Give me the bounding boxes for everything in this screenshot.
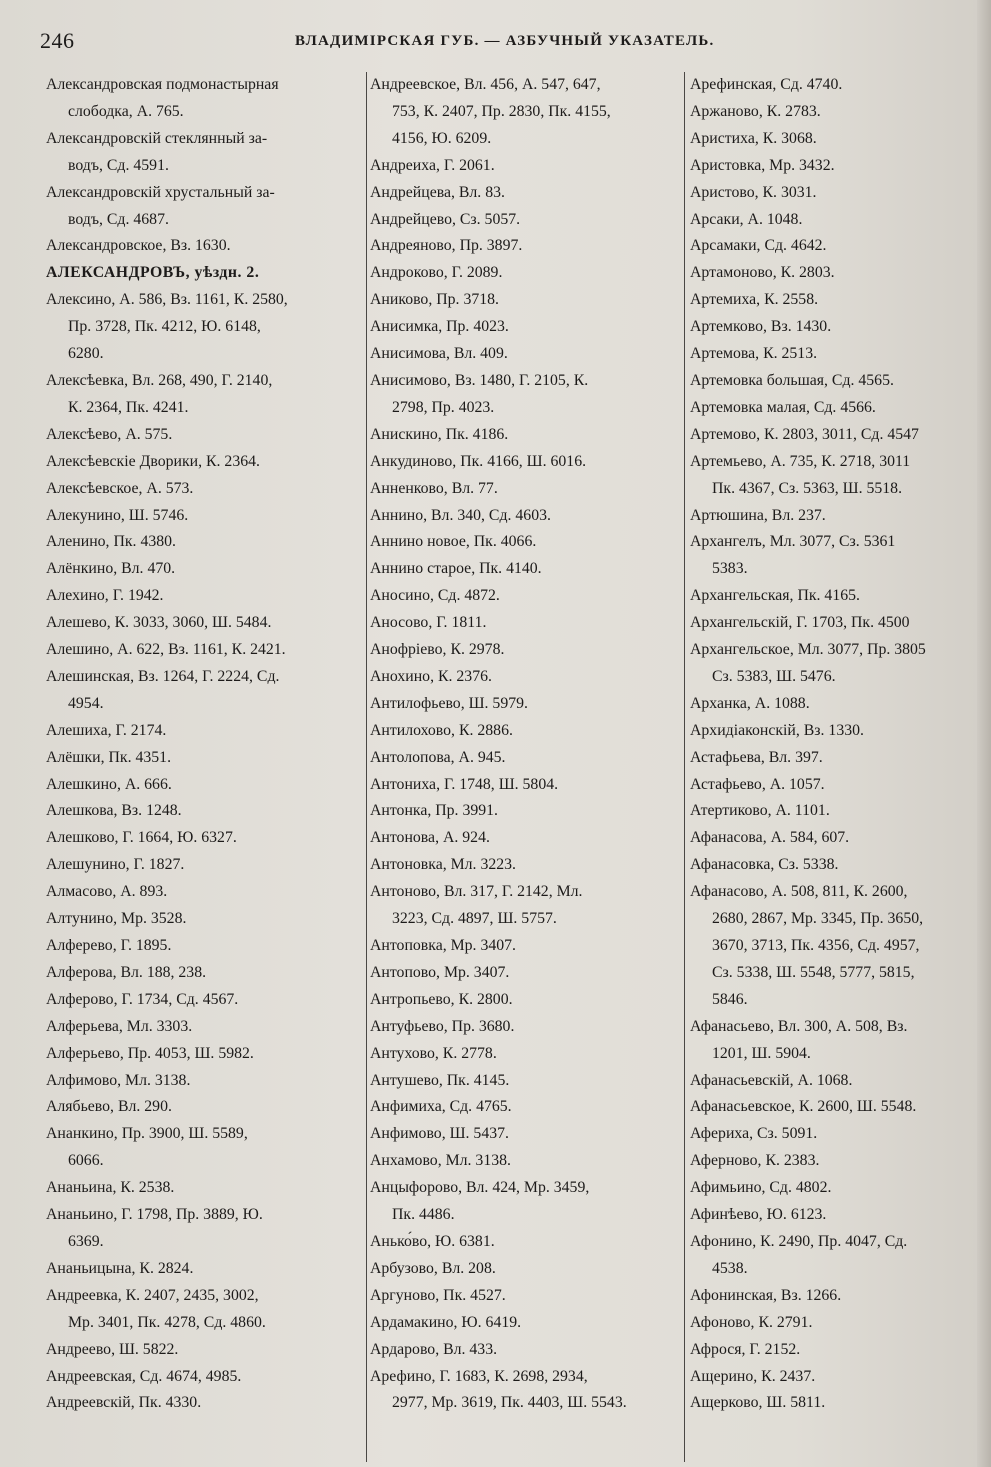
index-entry: 3223, Сд. 4897, Ш. 5757.: [392, 910, 557, 928]
index-entry: 4538.: [712, 1259, 748, 1277]
index-entry: Ардарово, Вл. 433.: [370, 1340, 498, 1358]
index-entry: Арефино, Г. 1683, К. 2698, 2934,: [370, 1367, 588, 1385]
index-entry: 2977, Мр. 3619, Пк. 4403, Ш. 5543.: [392, 1394, 627, 1412]
index-entry: Антонова, А. 924.: [370, 829, 490, 847]
index-entry: Александровская подмонастырная: [46, 76, 279, 93]
index-entry: Арханка, А. 1088.: [690, 694, 810, 712]
index-entry: Афернoво, К. 2383.: [690, 1152, 820, 1170]
index-entry: Антоново, Вл. 317, Г. 2142, Мл.: [370, 883, 583, 901]
column-divider: [684, 72, 685, 1462]
index-entry: Антилофьево, Ш. 5979.: [370, 694, 528, 712]
index-entry: Алешково, Г. 1664, Ю. 6327.: [46, 829, 237, 847]
index-column-1: [46, 72, 366, 1417]
index-entry: Андрейцево, Сз. 5057.: [370, 210, 521, 228]
page-header: [40, 24, 960, 58]
index-entry: Артемьево, А. 735, К. 2718, 3011: [690, 452, 911, 470]
index-entry: Алябьево, Вл. 290.: [46, 1098, 172, 1116]
index-entry: К. 2364, Пк. 4241.: [68, 398, 189, 416]
index-entry: Аннино новое, Пк. 4066.: [370, 533, 537, 551]
index-entry: Анцыфорово, Вл. 424, Мр. 3459,: [370, 1179, 590, 1197]
index-entry: Алешкова, Вз. 1248.: [46, 802, 182, 820]
index-entry: Алекунино, Ш. 5746.: [46, 506, 189, 524]
index-entry: Антушево, Пк. 4145.: [370, 1071, 510, 1089]
page-number: 246: [40, 28, 75, 53]
index-entry: Андреевское, Вл. 456, А. 547, 647,: [370, 76, 601, 93]
index-entry: Архангельскій, Г. 1703, Пк. 4500: [690, 614, 910, 632]
index-entry: Афинѣево, Ю. 6123.: [690, 1206, 827, 1224]
index-entry: Афанасовка, Сз. 5338.: [690, 856, 839, 874]
index-entry: Астафьево, А. 1057.: [690, 775, 825, 793]
index-entry: Аристиха, К. 3068.: [690, 129, 817, 147]
index-entry: Афонинская, Вз. 1266.: [690, 1286, 842, 1304]
index-entry: Атертиково, А. 1101.: [690, 802, 830, 820]
index-entry: 4954.: [68, 694, 104, 712]
index-entry: 2798, Пр. 4023.: [392, 398, 495, 416]
index-entry: Антилохово, К. 2886.: [370, 721, 513, 739]
index-entry: Алешиха, Г. 2174.: [46, 721, 167, 739]
index-entry: Алферево, Г. 1895.: [46, 937, 172, 954]
index-entry: Алферьево, Пр. 4053, Ш. 5982.: [46, 1044, 254, 1062]
index-entry: Афанасьевскій, А. 1068.: [690, 1071, 853, 1089]
index-entry: 4156, Ю. 6209.: [392, 129, 492, 147]
index-entry: Аниково, Пр. 3718.: [370, 291, 499, 309]
index-entry: Алферово, Г. 1734, Сд. 4567.: [46, 990, 239, 1008]
index-entry: Ананьина, К. 2538.: [46, 1179, 175, 1197]
running-head: ВЛАДИМІРСКАЯ ГУБ. — АЗБУЧНЫЙ УКАЗАТЕЛЬ.: [295, 33, 715, 49]
index-entry: Артемиха, К. 2558.: [690, 291, 819, 309]
index-entry: Аносово, Г. 1811.: [370, 614, 487, 632]
index-entry: 6280.: [68, 345, 104, 363]
index-entry: Аристово, К. 3031.: [690, 183, 817, 201]
index-entry: Алешунино, Г. 1827.: [46, 856, 185, 874]
index-entry: Сз. 5338, Ш. 5548, 5777, 5815,: [712, 963, 915, 981]
index-entry: Антонка, Пр. 3991.: [370, 802, 499, 820]
index-entry: Артемовка малая, Сд. 4566.: [690, 398, 876, 416]
index-entry: Афериха, Сз. 5091.: [690, 1125, 818, 1143]
index-entry: 6066.: [68, 1152, 104, 1170]
index-entry: Ардамакино, Ю. 6419.: [370, 1313, 522, 1331]
index-entry: Анфимиха, Сд. 4765.: [370, 1098, 512, 1116]
index-entry: Антолопова, А. 945.: [370, 748, 506, 766]
index-entry: Анискино, Пк. 4186.: [370, 425, 509, 443]
index-entry: 3670, 3713, Пк. 4356, Сд. 4957,: [712, 937, 920, 954]
index-entry: Артемовка большая, Сд. 4565.: [690, 371, 894, 389]
index-entry: 753, К. 2407, Пр. 2830, Пк. 4155,: [392, 102, 611, 120]
index-entry: Ащерково, Ш. 5811.: [690, 1394, 826, 1412]
index-entry: Архангельская, Пк. 4165.: [690, 587, 860, 605]
index-entry: Артемово, К. 2803, 3011, Сд. 4547: [690, 425, 919, 443]
index-entry: Антопово, Мр. 3407.: [370, 963, 510, 981]
index-entry: Александровское, Вз. 1630.: [46, 237, 231, 255]
page-edge: [977, 0, 991, 1467]
index-entry: Андреиха, Г. 2061.: [370, 156, 495, 174]
index-entry: АЛЕКСАНДРОВЪ, уѣздн. 2.: [46, 264, 260, 282]
index-entry: Афоново, К. 2791.: [690, 1313, 813, 1331]
index-entry: Артемково, Вз. 1430.: [690, 318, 832, 336]
index-entry: 5846.: [712, 990, 748, 1008]
index-entry: слободка, А. 765.: [68, 102, 184, 120]
index-entry: Аржаново, К. 2783.: [690, 102, 821, 120]
index-entry: Ананкино, Пр. 3900, Ш. 5589,: [46, 1125, 248, 1143]
index-entry: Антоповка, Мр. 3407.: [370, 937, 516, 954]
index-entry: Анохино, К. 2376.: [370, 667, 492, 685]
index-entry: Алфимово, Мл. 3138.: [46, 1071, 191, 1089]
index-entry: Алёшки, Пк. 4351.: [46, 748, 172, 766]
index-entry: 2680, 2867, Мр. 3345, Пр. 3650,: [712, 910, 924, 928]
index-entry: Ананьино, Г. 1798, Пр. 3889, Ю.: [46, 1206, 263, 1224]
index-entry: Афрося, Г. 2152.: [690, 1340, 801, 1358]
index-entry: Александровскій стеклянный за-: [46, 129, 268, 147]
index-entry: Антуфьево, Пр. 3680.: [370, 1017, 515, 1035]
index-entry: Антухово, К. 2778.: [370, 1044, 497, 1062]
index-entry: 5383.: [712, 560, 748, 578]
index-entry: Андреевка, К. 2407, 2435, 3002,: [46, 1286, 259, 1304]
index-entry: Афанасова, А. 584, 607.: [690, 829, 850, 847]
index-entry: Афанасьево, Вл. 300, А. 508, Вз.: [690, 1017, 908, 1035]
index-entry: Анько́во, Ю. 6381.: [370, 1232, 495, 1250]
index-entry: Анофріево, К. 2978.: [370, 641, 505, 659]
index-entry: Арбузово, Вл. 208.: [370, 1259, 496, 1277]
index-entry: Аристовка, Мр. 3432.: [690, 156, 835, 174]
index-entry: Артамоново, К. 2803.: [690, 264, 835, 282]
index-entry: Арсаки, А. 1048.: [690, 210, 803, 228]
index-entry: Алексѣевское, А. 573.: [46, 479, 194, 497]
index-entry: Афонино, К. 2490, Пр. 4047, Сд.: [690, 1232, 908, 1250]
index-entry: Арефинская, Сд. 4740.: [690, 76, 843, 93]
index-entry: Алешино, А. 622, Вз. 1161, К. 2421.: [46, 641, 286, 659]
index-entry: 6369.: [68, 1232, 104, 1250]
index-entry: Андроково, Г. 2089.: [370, 264, 503, 282]
index-entry: Архангелъ, Мл. 3077, Сз. 5361: [690, 533, 896, 551]
index-entry: Астафьева, Вл. 397.: [690, 748, 823, 766]
index-entry: Анкудиново, Пк. 4166, Ш. 6016.: [370, 452, 587, 470]
index-entry: Алешево, К. 3033, 3060, Ш. 5484.: [46, 614, 272, 632]
index-entry: Алмасово, А. 893.: [46, 883, 168, 901]
index-entry: Пк. 4486.: [392, 1206, 455, 1224]
index-entry: Алексино, А. 586, Вз. 1161, К. 2580,: [46, 291, 288, 309]
index-entry: Андреевскій, Пк. 4330.: [46, 1394, 202, 1412]
index-entry: Артемова, К. 2513.: [690, 345, 818, 363]
index-entry: Архангельское, Мл. 3077, Пр. 3805: [690, 641, 926, 659]
index-entry: Антониха, Г. 1748, Ш. 5804.: [370, 775, 559, 793]
index-entry: Аргуново, Пк. 4527.: [370, 1286, 506, 1304]
index-entry: Архидіаконскій, Вз. 1330.: [690, 721, 864, 739]
index-entry: Артюшина, Вл. 237.: [690, 506, 826, 524]
index-entry: Алферьева, Мл. 3303.: [46, 1017, 193, 1035]
index-entry: водъ, Сд. 4687.: [68, 210, 169, 228]
index-entry: Андреевская, Сд. 4674, 4985.: [46, 1367, 242, 1385]
index-entry: Аносино, Сд. 4872.: [370, 587, 500, 605]
index-entry: Пр. 3728, Пк. 4212, Ю. 6148,: [68, 318, 261, 336]
index-entry: Пк. 4367, Сз. 5363, Ш. 5518.: [712, 479, 903, 497]
column-divider: [366, 72, 367, 1462]
index-entry: Андреево, Ш. 5822.: [46, 1340, 179, 1358]
index-entry: Александровскій хрустальный за-: [46, 183, 275, 201]
index-entry: Анфимово, Ш. 5437.: [370, 1125, 509, 1143]
index-entry: Алёнкино, Вл. 470.: [46, 560, 176, 578]
index-entry: Арсамаки, Сд. 4642.: [690, 237, 827, 255]
index-entry: Андрейцева, Вл. 83.: [370, 183, 505, 201]
index-entry: Андреяново, Пр. 3897.: [370, 237, 523, 255]
index-entry: водъ, Сд. 4591.: [68, 156, 169, 174]
index-entry: Алексѣевка, Вл. 268, 490, Г. 2140,: [46, 371, 273, 389]
index-entry: Аленино, Пк. 4380.: [46, 533, 176, 551]
index-entry: Алферова, Вл. 188, 238.: [46, 963, 207, 981]
index-entry: Алехино, Г. 1942.: [46, 587, 164, 605]
index-entry: Алешинская, Вз. 1264, Г. 2224, Сд.: [46, 667, 280, 685]
index-entry: Анисимка, Пр. 4023.: [370, 318, 509, 336]
index-entry: Антропьево, К. 2800.: [370, 990, 513, 1008]
index-entry: Алешкино, А. 666.: [46, 775, 172, 793]
index-column-3: [690, 72, 990, 1417]
index-entry: Сз. 5383, Ш. 5476.: [712, 667, 836, 685]
index-entry: Алексѣевскіе Дворики, К. 2364.: [46, 452, 260, 470]
index-entry: Анисимова, Вл. 409.: [370, 345, 508, 363]
index-entry: Анисимово, Вз. 1480, Г. 2105, К.: [370, 371, 589, 389]
index-entry: Мр. 3401, Пк. 4278, Сд. 4860.: [68, 1313, 266, 1331]
index-entry: Ананьицына, К. 2824.: [46, 1259, 194, 1277]
index-entry: Афанасьевское, К. 2600, Ш. 5548.: [690, 1098, 917, 1116]
index-entry: Алексѣево, А. 575.: [46, 425, 173, 443]
index-entry: 1201, Ш. 5904.: [712, 1044, 811, 1062]
index-entry: Анхамово, Мл. 3138.: [370, 1152, 511, 1170]
index-entry: Алтунино, Мр. 3528.: [46, 910, 187, 928]
index-entry: Антоновка, Мл. 3223.: [370, 856, 516, 874]
index-column-2: [370, 72, 680, 1417]
index-entry: Афанасово, А. 508, 811, К. 2600,: [690, 883, 908, 901]
index-entry: Аннино, Вл. 340, Сд. 4603.: [370, 506, 551, 524]
index-entry: Ащерино, К. 2437.: [690, 1367, 816, 1385]
index-entry: Аннино старое, Пк. 4140.: [370, 560, 542, 578]
index-entry: Афимьино, Сд. 4802.: [690, 1179, 832, 1197]
index-entry: Анненково, Вл. 77.: [370, 479, 498, 497]
